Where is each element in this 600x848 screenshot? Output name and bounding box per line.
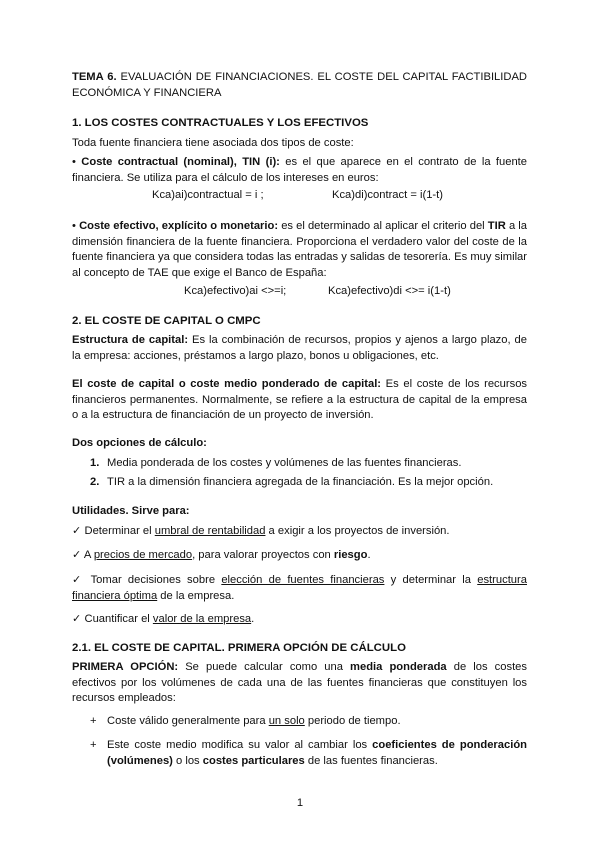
utilidades-heading: Utilidades. Sirve para: [72,505,190,517]
primera-opcion-text: de los costes efectivos por los volúmenes de cada una de las fuentes financieras que constituyen los recursos empleados: [72,661,527,705]
link-eleccion-fuentes: elección de fuentes financieras [221,574,385,586]
primera-opcion-text: Se puede calcular como una [178,661,351,673]
formula-contractual-right: Kca)di)contract = i(1-t) [332,189,443,201]
utilidad-text: Cuantificar el [81,613,153,625]
plus-icon: + [90,739,97,751]
coste-contractual-text: es el que aparece en el contrato de la fuente financiera. Se utiliza para el cálculo de los intereses en euros: [72,156,528,184]
tema-title: EVALUACIÓN DE FINANCIACIONES. EL COSTE DEL CAPITAL FACTIBILIDAD ECONÓMICA Y FINANCIERA [72,71,528,99]
opcion-item-1 [72,456,527,472]
utilidad-text: y determinar la [384,574,478,586]
coste-capital-text: Es el coste de los recursos financieros permanentes. Normalmente, se refiere a la estructura de capital de la empresa o a la estructura de financiación de un proyecto de inversión. [72,378,528,422]
page-number: 1 [296,797,304,809]
link-estructura-optima: estructura financiera óptima [72,574,527,602]
primera-opcion-term: PRIMERA OPCIÓN: [72,661,179,673]
plus-item-1 [72,714,527,730]
utilidad-text: . [367,549,371,561]
plus-item-text: o los [172,754,203,767]
link-umbral-rentabilidad: umbral de rentabilidad [154,525,266,537]
section-1-intro: Toda fuente financiera tiene asociada dos tipos de coste: [72,137,354,149]
riesgo-term: riesgo [333,549,368,561]
coste-efectivo-paragraph [72,219,527,281]
formula-efectivo-right: Kca)efectivo)di <>= i(1-t) [328,285,451,297]
link-un-solo: un solo [268,715,305,727]
estructura-capital-paragraph [72,333,527,364]
utilidad-text: A [81,549,94,561]
utilidad-item-2 [72,548,527,564]
opcion-text: TIR a la dimensión financiera agregada de la financiación. Es la mejor opción. [107,476,494,488]
coste-efectivo-text-b: a la dimensión financiera de la fuente financiera. Proporciona el verdadero valor del coste de la fuente financiera ya que considera todas las entradas y salidas de tesorería. Es muy similar al concepto de TAE que exige el Banco de España: [72,220,527,279]
utilidad-text: . [251,613,255,625]
list-number: 1. [90,457,100,469]
check-icon: ✓ [72,574,85,586]
coste-capital-term: El coste de capital o coste medio ponderado de capital: [72,378,382,390]
tema-label: TEMA 6. [72,71,117,83]
opcion-item-2 [72,475,527,491]
plus-item-text: periodo de tiempo. [304,715,401,727]
formula-contractual [72,189,527,205]
costes-particulares-term: costes particulares [202,754,305,767]
primera-opcion-paragraph [72,660,527,707]
plus-icon: + [90,715,97,727]
utilidad-text: Determinar el [81,525,155,537]
tir-term: TIR [487,220,506,232]
check-icon: ✓ [72,525,82,537]
coste-capital-paragraph [72,377,527,424]
formula-efectivo [72,285,527,301]
utilidad-item-1 [72,524,527,540]
coeficientes-term: coeficientes de ponderación (volúmenes) [107,739,527,767]
bullet: • [72,156,76,168]
estructura-capital-term: Estructura de capital: [72,334,189,346]
opcion-text: Media ponderada de los costes y volúmenes de las fuentes financieras. [107,457,462,469]
utilidad-text: de la empresa. [157,589,235,602]
plus-item-text: Este coste medio modifica su valor al cambiar los [107,739,373,751]
formula-contractual-left: Kca)ai)contractual = i ; [152,189,264,201]
opciones-heading: Dos opciones de cálculo: [72,437,207,449]
utilidad-text: , para valorar proyectos con [192,549,334,561]
plus-item-text: de las fuentes financieras. [304,754,438,767]
coste-efectivo-term: Coste efectivo, explícito o monetario: [79,220,279,232]
link-precios-mercado: precios de mercado [93,549,193,561]
utilidad-text: a exigir a los proyectos de inversión. [265,525,450,537]
formula-efectivo-left: Kca)efectivo)ai <>=i; [184,285,287,297]
check-icon: ✓ [72,613,82,625]
section-2-1-heading: 2.1. EL COSTE DE CAPITAL. PRIMERA OPCIÓN DE CÁLCULO [72,642,406,654]
link-valor-empresa: valor de la empresa [152,613,252,625]
coste-efectivo-text-a: es el determinado al aplicar el criterio del [278,220,488,232]
coste-contractual-term: Coste contractual (nominal), TIN (i): [81,156,280,168]
section-2-heading: 2. EL COSTE DE CAPITAL O CMPC [72,315,261,327]
estructura-capital-text: Es la combinación de recursos, propios y ajenos a largo plazo, de la empresa: acciones, préstamos a largo plazo, bonos u obligaciones, etc. [72,334,527,362]
list-number: 2. [90,476,100,488]
bullet: • [72,220,76,232]
plus-item-2 [72,738,527,769]
section-1-heading: 1. LOS COSTES CONTRACTUALES Y LOS EFECTIVOS [72,117,369,129]
utilidad-text: Tomar decisiones sobre [84,574,222,586]
utilidad-item-3 [72,573,527,604]
check-icon: ✓ [72,549,82,561]
utilidad-item-4 [72,612,527,628]
coste-contractual-paragraph [72,155,527,186]
document-title [72,70,527,101]
plus-item-text: Coste válido generalmente para [107,715,269,727]
media-ponderada-term: media ponderada [350,661,447,673]
